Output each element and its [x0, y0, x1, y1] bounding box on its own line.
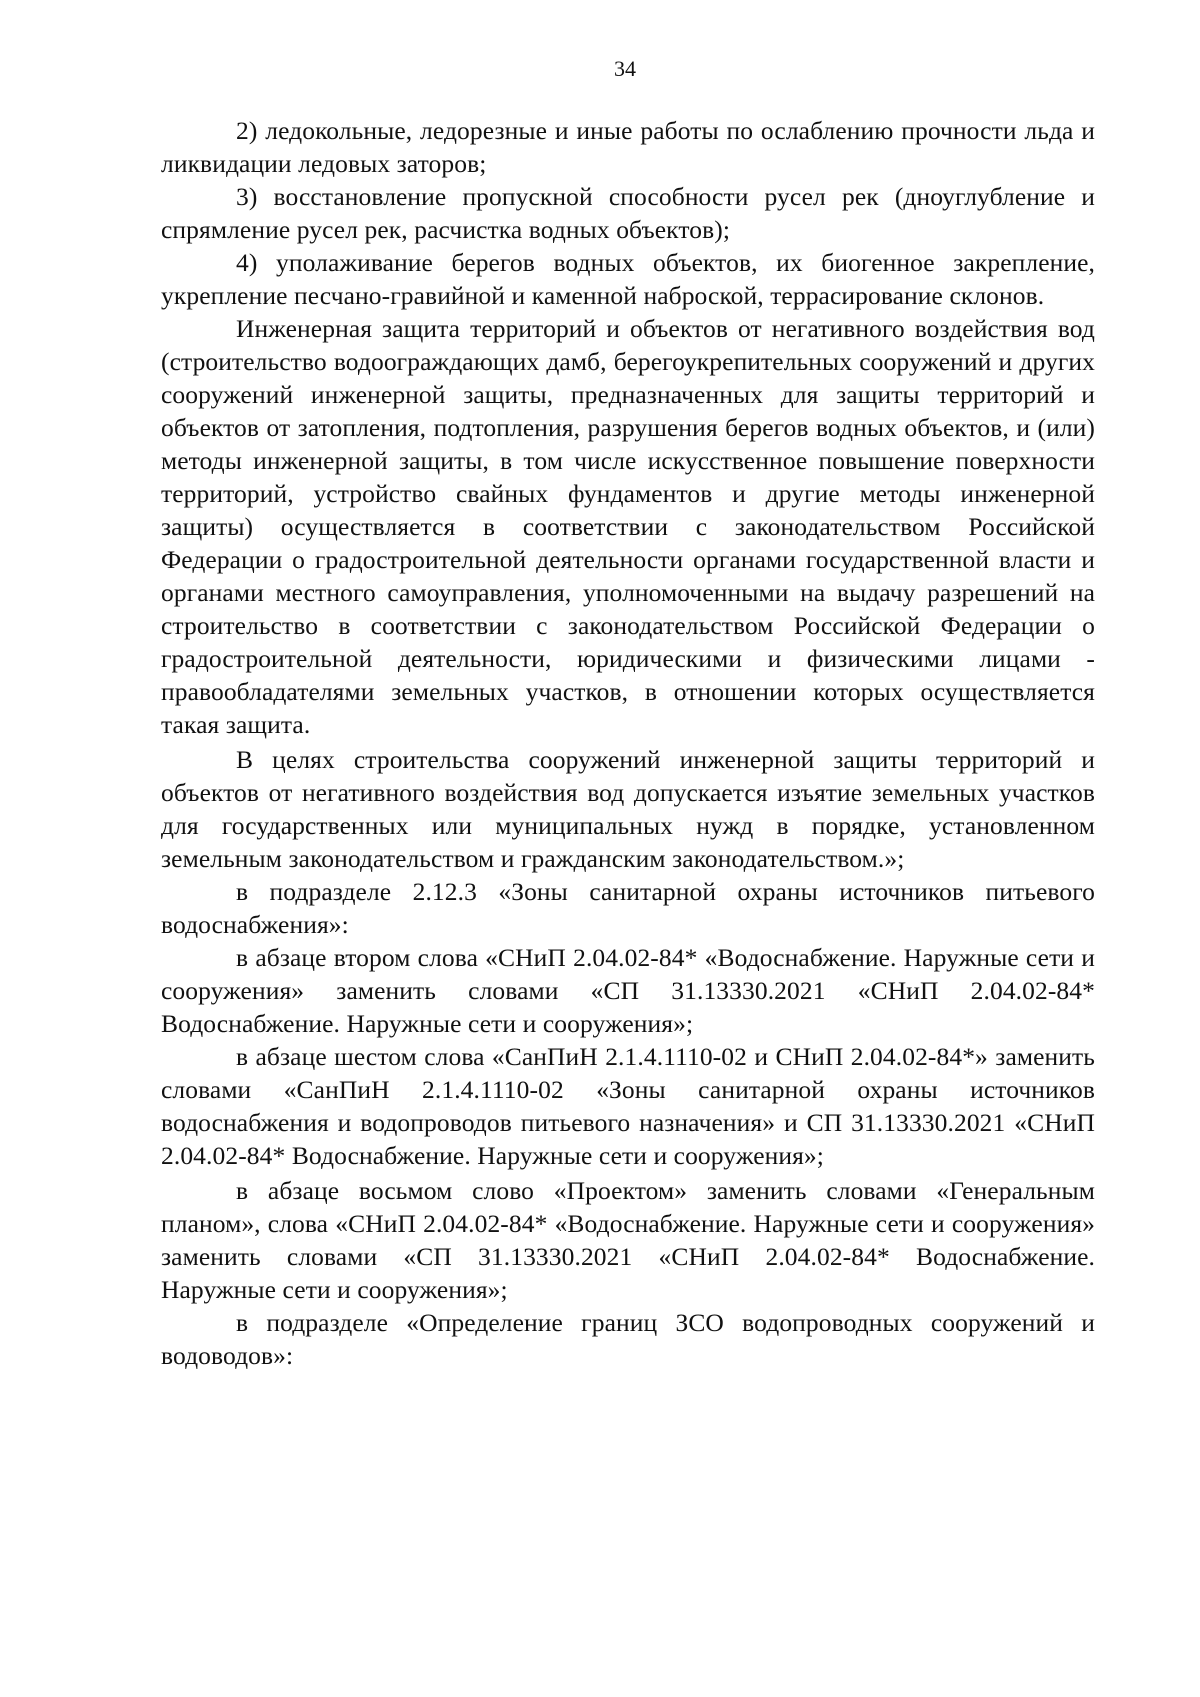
paragraph-sixth-abzac: в абзаце шестом слова «СанПиН 2.1.4.1110-02 и СНиП 2.04.02-84*» заменить словами «СанПиН 2.1.4.1110-02 «Зоны санитарной охраны источников водоснабжения и водопроводов питьевого назначения» и СП 31.13330.2021 «СНиП 2.04.02-84* Водоснабжение. Наружные сети и сооружения»;	[161, 1042, 1095, 1170]
paragraph-icebreaking: 2) ледокольные, ледорезные и иные работы по ослаблению прочности льда и ликвидации ледовых заторов;	[161, 116, 1095, 178]
page-number: 34	[614, 56, 636, 81]
paragraph-second-abzac: в абзаце втором слова «СНиП 2.04.02-84* «Водоснабжение. Наружные сети и сооружения» заменить словами «СП 31.13330.2021 «СНиП 2.04.02-84* Водоснабжение. Наружные сети и сооружения»;	[161, 943, 1095, 1038]
paragraph-zso-boundaries: в подразделе «Определение границ ЗСО водопроводных сооружений и водоводов»:	[161, 1308, 1095, 1370]
document-body	[161, 114, 1095, 1372]
paragraph-bank-grading: 4) уполаживание берегов водных объектов, их биогенное закрепление, укрепление песчано-гравийной и каменной наброской, террасирование склонов.	[161, 248, 1095, 310]
paragraph-riverbed-restoration: 3) восстановление пропускной способности русел рек (дноуглубление и спрямление русел рек, расчистка водных объектов);	[161, 182, 1095, 244]
paragraph-eighth-abzac: в абзаце восьмом слово «Проектом» заменить словами «Генеральным планом», слова «СНиП 2.04.02-84* «Водоснабжение. Наружные сети и сооружения» заменить словами «СП 31.13330.2021 «СНиП 2.04.02-84* Водоснабжение. Наружные сети и сооружения»;	[161, 1176, 1095, 1304]
paragraph-engineering-protection: Инженерная защита территорий и объектов от негативного воздействия вод (строительство водоограждающих дамб, берегоукрепительных сооружений и других сооружений инженерной защиты, предназначенных для защиты территорий и объектов от затопления, подтопления, разрушения берегов водных объектов, и (или) методы инженерной защиты, в том числе искусственное повышение поверхности территорий, устройство свайных фундаментов и другие методы инженерной защиты) осуществляется в соответствии с законодательством Российской Федерации о градостроительной деятельности органами государственной власти и органами местного самоуправления, уполномоченными на выдачу разрешений на строительство в соответствии с законодательством Российской Федерации о градостроительной деятельности, юридическими и физическими лицами - правообладателями земельных участков, в отношении которых осуществляется такая защита.	[161, 314, 1095, 739]
paragraph-subsection-2-12-3: в подразделе 2.12.3 «Зоны санитарной охраны источников питьевого водоснабжения»:	[161, 877, 1095, 939]
paragraph-land-seizure: В целях строительства сооружений инженерной защиты территорий и объектов от негативного воздействия вод допускается изъятие земельных участков для государственных или муниципальных нужд в порядке, установленном земельным законодательством и гражданским законодательством.»;	[161, 745, 1095, 873]
